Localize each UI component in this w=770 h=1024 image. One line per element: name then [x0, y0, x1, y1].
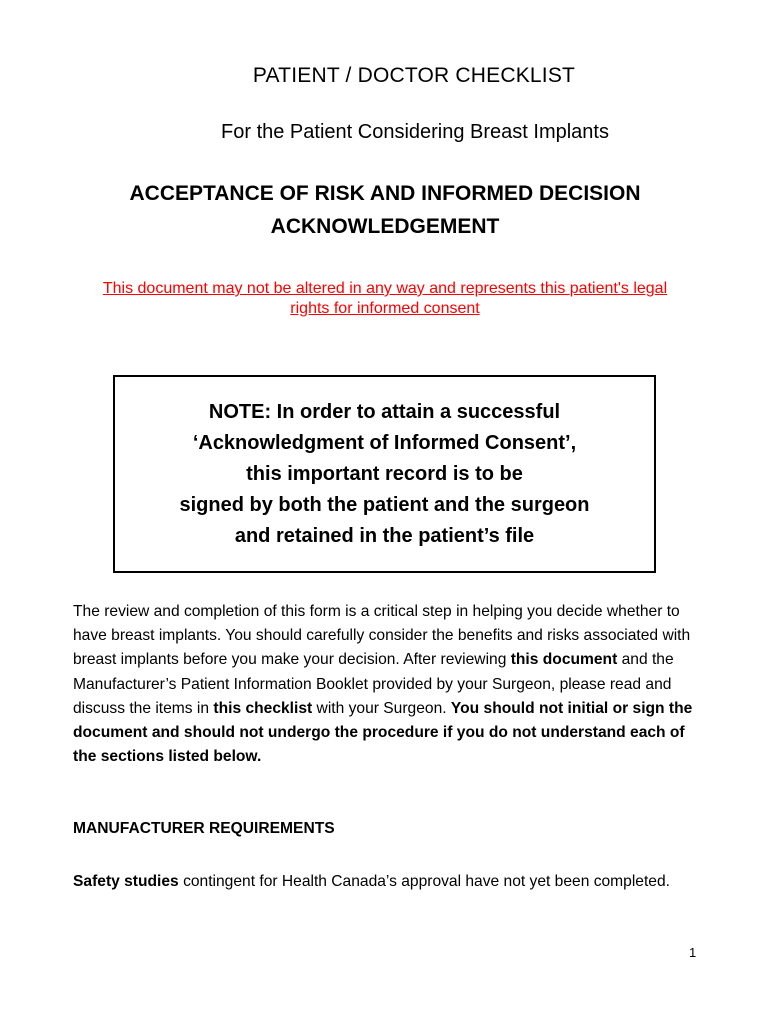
note-line-3: this important record is to be	[246, 463, 523, 485]
section-heading-manufacturer: MANUFACTURER REQUIREMENTS	[73, 820, 335, 837]
document-subtitle: For the Patient Considering Breast Implants	[221, 121, 609, 143]
intro-paragraph	[73, 600, 703, 769]
safety-text: contingent for Health Canada’s approval have not yet been completed.	[178, 873, 670, 890]
intro-bold-2: this checklist	[213, 699, 313, 717]
note-line-1: NOTE: In order to attain a successful	[208, 401, 561, 423]
intro-bold-3: You should not initial or sign the document and should not undergo the procedure if you do not understand each of the sections listed below.	[73, 699, 693, 766]
note-box	[113, 375, 656, 573]
document-title: PATIENT / DOCTOR CHECKLIST	[252, 64, 576, 87]
document-heading	[95, 177, 675, 243]
warning-line-2: rights for informed consent	[290, 300, 480, 317]
heading-line-1: ACCEPTANCE OF RISK AND INFORMED DECISION	[129, 182, 641, 205]
note-line-5: and retained in the patient’s file	[234, 525, 535, 547]
legal-warning	[60, 279, 710, 319]
page-number: 1	[689, 945, 697, 960]
warning-line-1: This document may not be altered in any way and represents this patient's legal	[102, 280, 668, 297]
note-line-2: ‘Acknowledgment of Informed Consent’,	[192, 432, 577, 454]
intro-text-2: and the Manufacturer’s Patient Information Booklet provided by your Surgeon, please read and discuss the items in	[73, 651, 674, 717]
note-text	[115, 397, 654, 552]
note-line-4: signed by both the patient and the surgeon	[179, 494, 590, 516]
intro-bold-1: this document	[510, 651, 618, 669]
safety-bold: Safety studies	[73, 873, 179, 890]
intro-text-1: The review and completion of this form is a critical step in helping you decide whether to have breast implants. You should carefully consider the benefits and risks associated with breast implants before you make your decision. After reviewing	[73, 603, 691, 669]
intro-text-3: with your Surgeon.	[312, 699, 451, 717]
heading-line-2: ACKNOWLEDGEMENT	[270, 215, 500, 238]
safety-studies-paragraph	[73, 870, 693, 894]
